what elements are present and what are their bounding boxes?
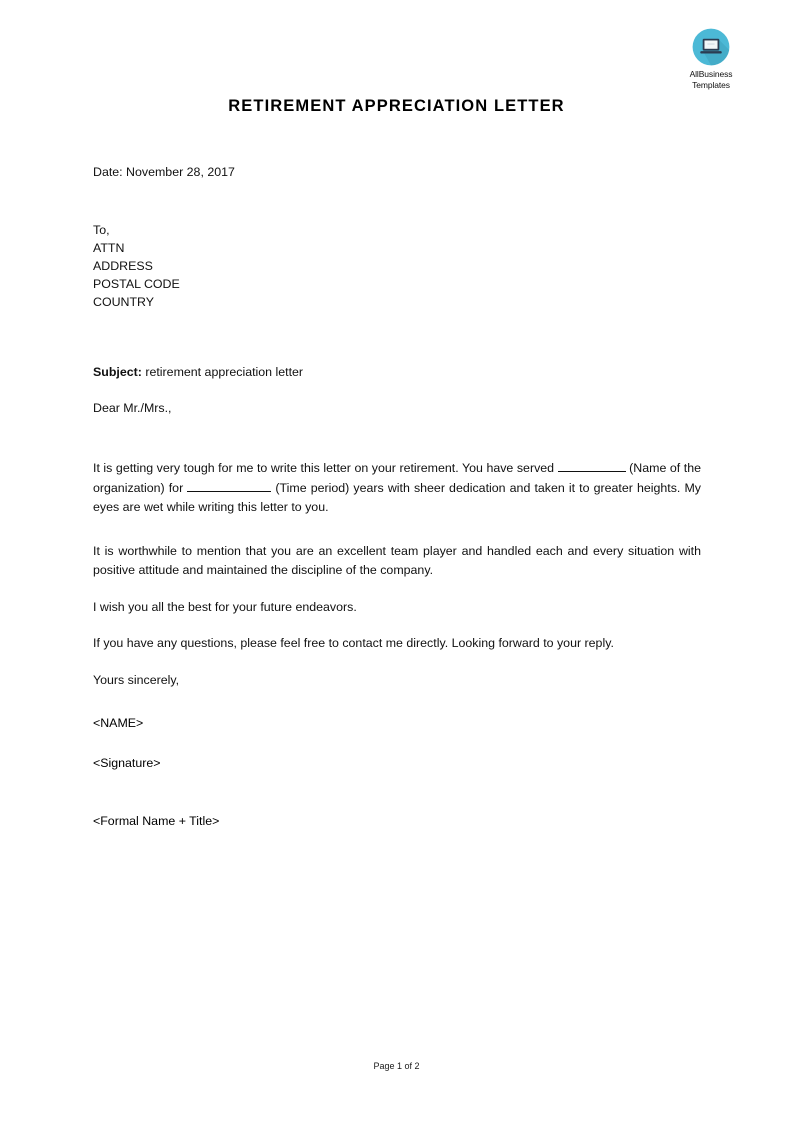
recipient-address-block [93, 221, 701, 311]
address-line: ADDRESS [93, 259, 153, 273]
body-paragraph-1 [93, 459, 701, 518]
signature-placeholder: <Signature> [93, 756, 161, 770]
brand-name [671, 69, 751, 90]
subject-label: Subject: [93, 365, 142, 379]
date-line: Date: November 28, 2017 [93, 165, 235, 179]
name-placeholder: <NAME> [93, 716, 144, 730]
subject-value: retirement appreciation letter [141, 365, 304, 379]
paragraph-1-segment-1: It is getting very tough for me to write this letter on your retirement. You have served [93, 461, 558, 475]
laptop-icon [692, 28, 730, 66]
brand-name-line1: AllBusiness [689, 69, 733, 79]
formal-name-title-placeholder: <Formal Name + Title> [93, 814, 220, 828]
body-paragraph-3: I wish you all the best for your future endeavors. [93, 599, 357, 614]
salutation: Dear Mr./Mrs., [93, 401, 172, 415]
letter-body [93, 163, 701, 830]
brand-name-line2: Templates [692, 79, 730, 90]
address-line: COUNTRY [93, 295, 155, 309]
body-paragraph-4: If you have any questions, please feel free to contact me directly. Looking forward to your reply. [93, 636, 614, 650]
address-line: ATTN [93, 241, 125, 255]
blank-time-period-field[interactable] [187, 491, 271, 492]
address-line: To, [93, 223, 110, 237]
body-paragraph-2: It is worthwhile to mention that you are an excellent team player and handled each and every situation with positive attitude and maintained the discipline of the company. [93, 543, 701, 577]
paragraph-1-segment-3: (Time period) years with sheer dedication and taken it to greater heights. My eyes are wet while writing this letter to you. [93, 480, 701, 514]
subject-line [93, 363, 701, 381]
page-footer: Page 1 of 2 [373, 1061, 420, 1071]
brand-logo [671, 28, 751, 90]
address-line: POSTAL CODE [93, 277, 180, 291]
blank-organization-field[interactable] [558, 471, 626, 472]
paragraph-1-segment-2: (Name of the organization) for [93, 461, 701, 495]
sign-off: Yours sincerely, [93, 672, 180, 687]
page-title: RETIREMENT APPRECIATION LETTER [228, 97, 565, 115]
